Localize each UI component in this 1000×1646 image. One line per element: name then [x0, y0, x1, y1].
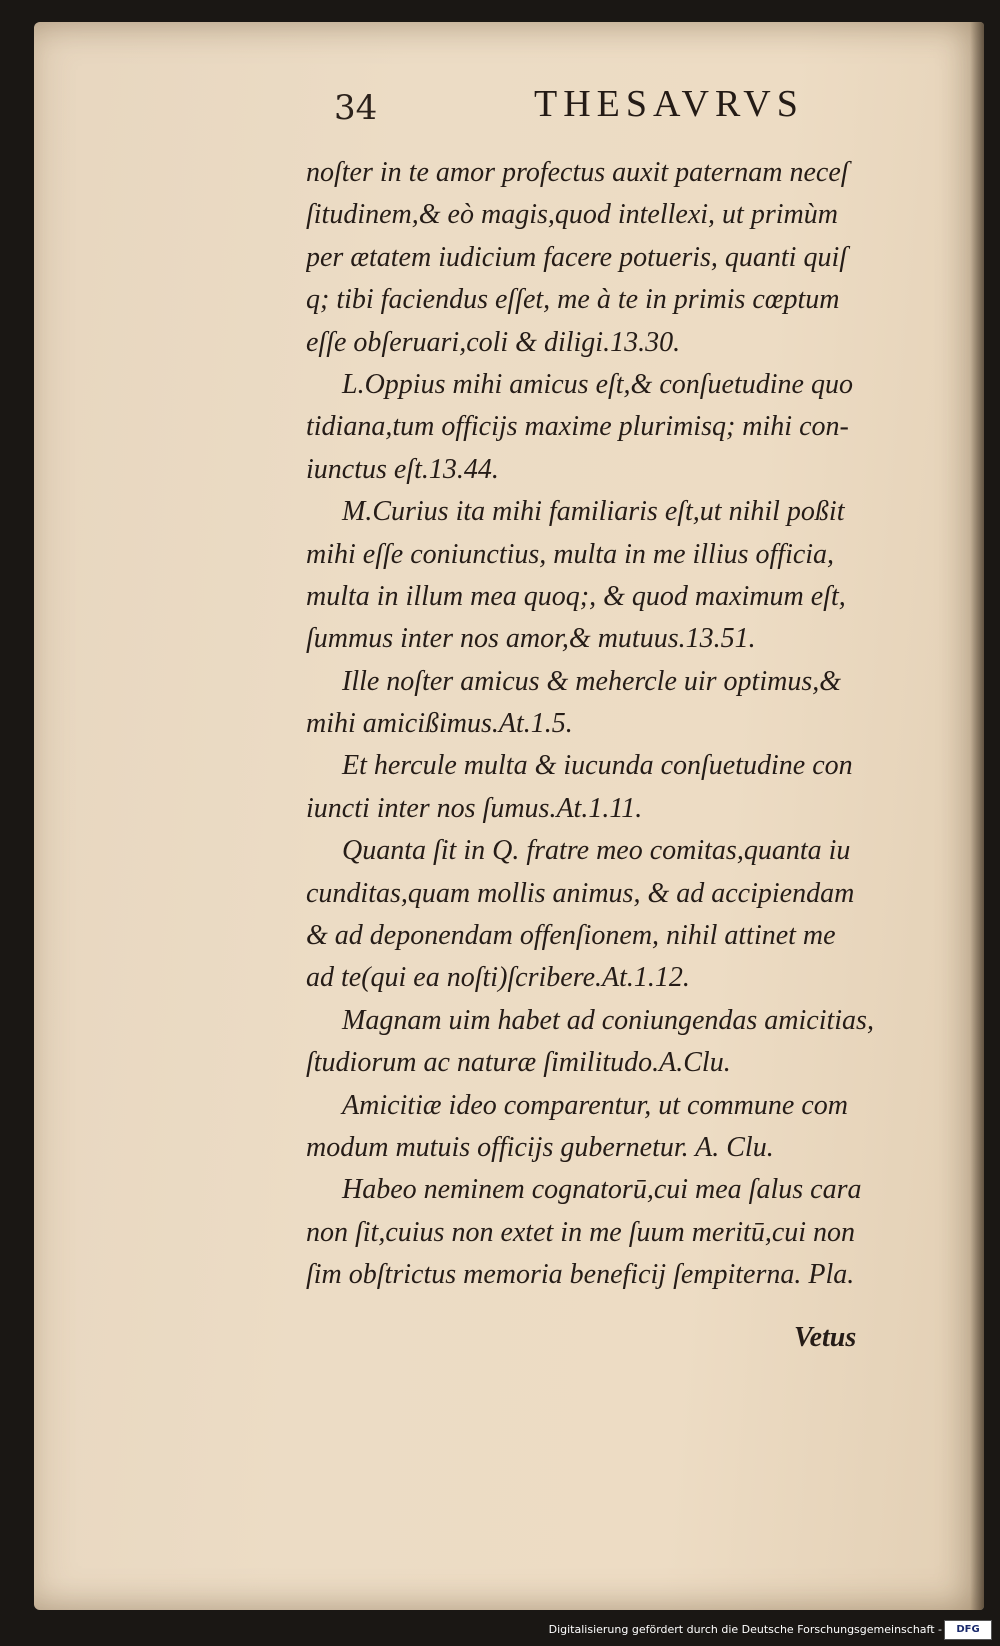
body-text	[306, 152, 946, 1297]
text-line: M.Curius ita mihi familiaris eſt,ut nihil poßit	[342, 496, 845, 528]
text-line: multa in illum mea quoq;, & quod maximum eſt,	[306, 580, 846, 612]
book-page	[34, 22, 984, 1610]
text-line: mihi eſſe coniunctius, multa in me illius officia,	[306, 538, 835, 570]
text-line: Amicitiæ ideo comparentur, ut commune com	[342, 1089, 848, 1121]
text-line: L.Oppius mihi amicus eſt,& conſuetudine quo	[342, 368, 853, 400]
text-line: iuncti inter nos ſumus.At.1.11.	[306, 792, 643, 824]
text-line: modum mutuis officijs gubernetur. A. Clu.	[306, 1131, 774, 1163]
text-line: Habeo neminem cognatorū,cui mea ſalus cara	[342, 1174, 862, 1206]
text-line: noſter in te amor profectus auxit paternam neceſ	[306, 157, 849, 188]
digitization-credit: Digitalisierung gefördert durch die Deutsche Forschungsgemeinschaft -	[548, 1623, 942, 1636]
text-line: Ille noſter amicus & mehercle uir optimus,&	[342, 665, 841, 697]
text-line: & ad deponendam offenſionem, nihil attinet me	[306, 920, 836, 952]
page-number: 34	[334, 88, 378, 128]
dfg-logo: DFG	[944, 1620, 992, 1640]
text-line: ſtudiorum ac naturæ ſimilitudo.A.Clu.	[306, 1047, 731, 1079]
text-line: mihi amicißimus.At.1.5.	[306, 708, 573, 740]
text-line: iunctus eſt.13.44.	[306, 453, 499, 485]
text-line: cunditas,quam mollis animus, & ad accipiendam	[306, 877, 855, 909]
text-line: tidiana,tum officijs maxime plurimisq; mihi con-	[306, 411, 849, 443]
text-line: non ſit,cuius non extet in me ſuum meritū,cui non	[306, 1216, 856, 1248]
text-line: ſummus inter nos amor,& mutuus.13.51.	[306, 623, 756, 655]
text-line: ſitudinem,& eò magis,quod intellexi, ut primùm	[306, 199, 838, 231]
text-line: Et hercule multa & iucunda conſuetudine con	[342, 750, 853, 782]
text-line: eſſe obſeruari,coli & diligi.13.30.	[306, 326, 681, 358]
text-line: Quanta ſit in Q. fratre meo comitas,quanta iu	[342, 835, 851, 867]
text-line: ſim obſtrictus memoria beneficij ſempiterna. Pla.	[306, 1259, 855, 1291]
text-line: q; tibi faciendus eſſet, me à te in primis cœptum	[306, 284, 840, 316]
running-head: THESAVRVS	[534, 83, 804, 125]
text-line: Magnam uim habet ad coniungendas amicitias,	[342, 1004, 874, 1036]
text-line: per ætatem iudicium facere potueris, quanti quiſ	[306, 241, 848, 273]
catchword: Vetus	[794, 1322, 857, 1353]
page-edge-shadow	[970, 22, 984, 1610]
text-line: ad te(qui ea noſti)ſcribere.At.1.12.	[306, 962, 690, 994]
page-header	[304, 82, 844, 142]
